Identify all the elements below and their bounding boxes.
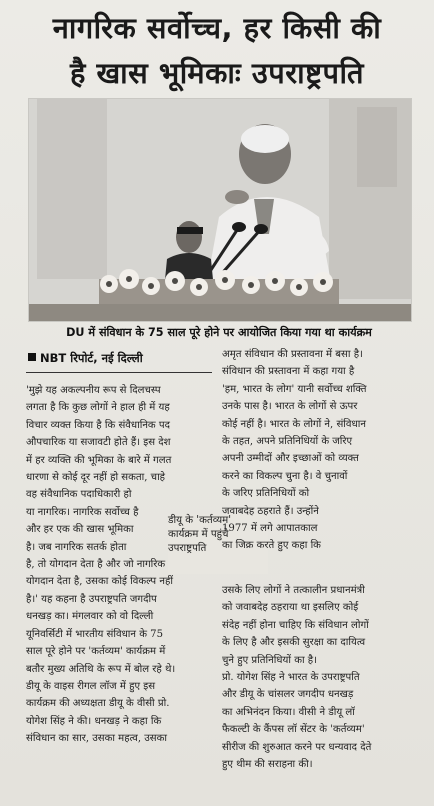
right-lower-line: संदेह नहीं होना चाहिए कि संविधान लोगों	[222, 619, 369, 631]
left-line: 'मुझे यह अकल्पनीय रूप से दिलचस्प	[26, 385, 161, 396]
left-line: औपचारिक या सजावटी होते हैं। इस देश	[26, 437, 171, 449]
byline	[28, 350, 218, 366]
headline-line-2: है खास भूमिकाः उपराष्ट्रपति	[69, 56, 365, 90]
right-lower-line: के लिए है और इसकी सुरक्षा का दायित्व	[222, 637, 366, 649]
left-line: है। जब नागरिक सतर्क होता	[26, 541, 127, 553]
right-line: करने का विकल्प चुना है। वे चुनावों	[222, 470, 348, 482]
byline-text: NBT रिपोर्ट, नई दिल्ली	[40, 351, 143, 365]
byline-divider	[26, 372, 212, 373]
right-line: कोई नहीं है। भारत के लोगों ने, संविधान	[222, 418, 366, 430]
right-line: के जरिए प्रतिनिधियों को	[222, 488, 310, 500]
headline	[6, 6, 428, 96]
right-lower-line: सीरीज की शुरुआत करने पर धन्यवाद देते	[222, 741, 372, 753]
right-lower-line: हुए थीम की सराहना की।	[222, 759, 313, 771]
right-line: 1977 में लगे आपातकाल	[222, 523, 318, 535]
right-line: 'हम, भारत के लोग' यानी सर्वोच्च शक्ति	[222, 383, 367, 395]
left-line: धनखड़ का। मंगलवार को वो दिल्ली	[26, 611, 154, 623]
headline-line-1: नागरिक सर्वोच्च, हर किसी की	[52, 11, 382, 45]
left-line: है, तो योगदान देता है और जो नागरिक	[26, 559, 166, 571]
article-column-right	[222, 346, 414, 555]
photo-caption: DU में संविधान के 75 साल पूरे होने पर आयोजित किया गया था कार्यक्रम	[66, 326, 372, 339]
left-line: या नागरिक। नागरिक सर्वोच्च है	[26, 506, 139, 518]
right-line: अमृत संविधान की प्रस्तावना में बसा है।	[222, 349, 363, 360]
pull-quote-line: कार्यक्रम में पहुंचे	[168, 529, 229, 540]
right-lower-line: प्रो. योगेश सिंह ने भारत के उपराष्ट्रपति	[222, 672, 360, 684]
right-lower-line: को जवाबदेह ठहराया था इसलिए कोई	[222, 602, 359, 614]
pull-quote-line: डीयू के 'कर्तव्यम'	[168, 515, 232, 526]
left-line: कार्यक्रम की अध्यक्षता डीयू के वीसी प्रो.	[26, 698, 170, 710]
left-line: है।' यह कहना है उपराष्ट्रपति जगदीप	[26, 593, 157, 605]
right-line: जवाबदेह ठहराते हैं। उन्होंने	[222, 505, 319, 517]
left-line: डीयू के वाइस रीगल लॉज में हुए इस	[26, 680, 156, 692]
left-line: में हर व्यक्ति की भूमिका के बारे में गलत	[26, 454, 172, 466]
photo-illustration	[29, 99, 411, 321]
right-line: अपनी उम्मीदों और इच्छाओं को व्यक्त	[222, 453, 359, 465]
pull-quote-line: उपराष्ट्रपति	[168, 543, 207, 554]
left-line: और हर एक की खास भूमिका	[26, 524, 134, 536]
right-line: का जिक्र करते हुए कहा कि	[222, 540, 321, 552]
left-line: लगता है कि कुछ लोगों ने हाल ही में यह	[26, 402, 170, 414]
news-photo	[28, 98, 412, 322]
left-line: वह संवैधानिक पदाधिकारी हो	[26, 489, 132, 501]
right-line: उनके पास है। भारत के लोगों से ऊपर	[222, 401, 358, 413]
byline-square-icon	[28, 353, 36, 361]
right-lower-line: और डीयू के चांसलर जगदीप धनखड़	[222, 689, 354, 701]
left-line: साल पूरे होने पर 'कर्तव्यम' कार्यक्रम में	[26, 646, 166, 658]
right-lower-line: उसके लिए लोगों ने तत्कालीन प्रधानमंत्री	[222, 585, 365, 596]
article-column-right-lower	[222, 582, 414, 773]
left-line: धारणा से कोई दूर नहीं हो सकता, चाहे	[26, 472, 166, 484]
right-line: संविधान की प्रस्तावना में कहा गया है	[222, 366, 355, 378]
right-lower-line: चुने हुए प्रतिनिधियों का है।	[222, 654, 317, 666]
left-line: योगदान देता है, उसका कोई विकल्प नहीं	[26, 576, 173, 588]
right-lower-line: फैकल्टी के कैंपस लॉ सेंटर के 'कर्तव्यम'	[222, 724, 365, 736]
right-line: के तहत, अपने प्रतिनिधियों के जरिए	[222, 436, 353, 448]
left-line: संविधान का सार, उसका महत्व, उसका	[26, 733, 167, 745]
left-line: योगेश सिंह ने की। धनखड़ ने कहा कि	[26, 715, 162, 727]
left-line: बतौर मुख्य अतिथि के रूप में बोल रहे थे।	[26, 663, 176, 675]
right-lower-line: का अभिनंदन किया। वीसी ने डीयू लॉ	[222, 706, 355, 718]
left-line: यूनिवर्सिटी में भारतीय संविधान के 75	[26, 628, 164, 640]
left-line: विचार व्यक्त किया है कि संवैधानिक पद	[26, 419, 170, 431]
